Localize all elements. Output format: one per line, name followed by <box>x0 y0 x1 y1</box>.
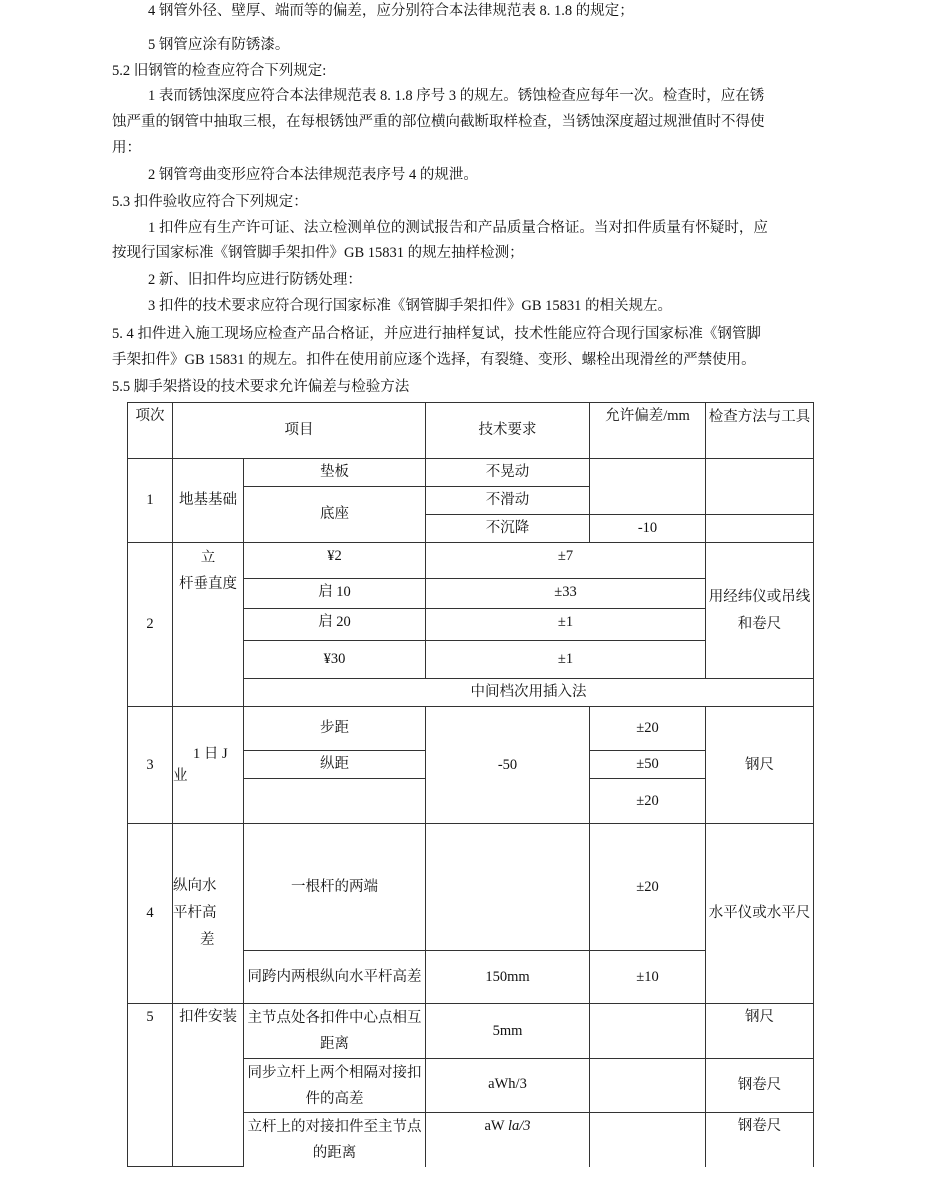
row1-dev-empty <box>590 459 706 515</box>
row4-both-ends: 一根杆的两端 <box>244 824 426 951</box>
heading-5-5: 5.5 脚手架搭设的技术要求允许偏差与检验方法 <box>112 379 410 395</box>
row5-method-3: 钢卷尺 <box>706 1113 814 1167</box>
heading-5-3: 5.3 扣件验收应符合下列规定： <box>112 194 308 210</box>
row5-dev-empty-1 <box>590 1004 706 1059</box>
para-bending-deformation: 2 钢管弯曲变形应符合本法律规范表序号 4 的规泄。 <box>148 167 478 183</box>
table-row <box>128 459 814 487</box>
row2-height-1: ¥2 <box>244 543 426 579</box>
para-corrosion-line-3: 用： <box>112 140 141 156</box>
row5-dev-empty-3 <box>590 1113 706 1167</box>
row2-dev-1: ±7 <box>426 543 706 579</box>
row4-req-2: 150mm <box>426 951 590 1004</box>
row5-req-3-a: aW <box>484 1118 508 1134</box>
row2-dev-2: ±33 <box>426 579 706 609</box>
row2-height-3: 启 20 <box>244 609 426 641</box>
row1-sub-base: 底座 <box>244 487 426 543</box>
row3-step: 步距 <box>244 707 426 751</box>
row4-item-line-1: 纵向水 <box>173 878 217 894</box>
header-method: 检查方法与工具 <box>706 403 814 459</box>
row2-no: 2 <box>128 543 173 707</box>
table-row <box>128 1004 814 1059</box>
row4-dev-1: ±20 <box>590 824 706 951</box>
row5-adjacent-joints: 同步立杆上两个相隔对接扣件的高差 <box>244 1059 426 1113</box>
header-item: 项目 <box>173 403 426 459</box>
row5-method-2: 钢卷尺 <box>706 1059 814 1113</box>
row2-method: 用经纬仪或吊线和卷尺 <box>706 543 814 679</box>
para-5-4-line-2: 手架扣件》GB 15831 的规左。扣件在使用前应逐个选择，有裂缝、变形、螺栓出现滑丝的严禁使用。 <box>112 352 756 368</box>
row1-method-empty <box>706 459 814 515</box>
row2-dev-4: ±1 <box>426 641 706 679</box>
row5-method-1: 钢尺 <box>706 1004 814 1059</box>
row4-item-line-2: 平杆高 <box>173 905 217 921</box>
row5-req-3 <box>426 1113 590 1167</box>
row3-longitudinal: 纵距 <box>244 751 426 779</box>
header-no: 项次 <box>128 403 173 459</box>
row4-item <box>173 824 244 1004</box>
row5-main-node: 主节点处各扣件中心点相互距离 <box>244 1004 426 1059</box>
row4-dev-2: ±10 <box>590 951 706 1004</box>
row4-same-span: 同跨内两根纵向水平杆高差 <box>244 951 426 1004</box>
table-header-row <box>128 403 814 459</box>
row2-height-4: ¥30 <box>244 641 426 679</box>
para-fastener-technical: 3 扣件的技术要求应符合现行国家标准《钢管脚手架扣件》GB 15831 的相关规左。 <box>148 298 673 314</box>
para-anti-rust-paint: 5 钢管应涂有防锈漆。 <box>148 37 290 53</box>
row3-item-line-1: 1 日 J <box>193 746 228 762</box>
row5-req-1: 5mm <box>426 1004 590 1059</box>
row2-item-line-1: 立 <box>200 550 216 566</box>
row1-no: 1 <box>128 459 173 543</box>
para-fastener-cert-line-2: 按现行国家标准《钢管脚手架扣件》GB 15831 的规左抽样检测； <box>112 245 524 261</box>
row5-joint-to-node: 立杆上的对接扣件至主节点的距离 <box>244 1113 426 1167</box>
row3-no: 3 <box>128 707 173 824</box>
row3-req: -50 <box>426 707 590 824</box>
row5-req-2: aWh/3 <box>426 1059 590 1113</box>
row3-item <box>173 707 244 824</box>
row5-dev-empty-2 <box>590 1059 706 1113</box>
header-deviation: 允许偏差/mm <box>590 403 706 459</box>
row1-sub-pad-req: 不晃动 <box>426 459 590 487</box>
para-fastener-rustproof: 2 新、旧扣件均应进行防锈处理： <box>148 272 362 288</box>
heading-5-2: 5.2 旧钢管的检查应符合下列规定: <box>112 63 327 79</box>
para-5-4-line-1: 5. 4 扣件进入施工现场应检查产品合格证，并应进行抽样复试，技术性能应符合现行国家标准《钢管脚 <box>112 326 761 342</box>
row1-sub-base-req1: 不滑动 <box>426 487 590 515</box>
row3-method: 钢尺 <box>706 707 814 824</box>
row1-method-empty-2 <box>706 515 814 543</box>
row1-sub-pad: 垫板 <box>244 459 426 487</box>
row2-height-2: 启 10 <box>244 579 426 609</box>
row1-item: 地基基础 <box>173 459 244 543</box>
para-corrosion-line-2: 蚀严重的钢管中抽取三根，在每根锈蚀严重的部位横向截断取样检查，当锈蚀深度超过规泄值时不得使 <box>112 114 765 130</box>
row4-req-empty <box>426 824 590 951</box>
row5-no: 5 <box>128 1004 173 1167</box>
row2-item <box>173 543 244 707</box>
row5-req-3-b: la/3 <box>507 1118 531 1134</box>
para-fastener-cert-line-1: 1 扣件应有生产许可证、法立检测单位的测试报告和产品质量合格证。当对扣件质量有怀疑时，应 <box>148 220 768 236</box>
row3-dev-2: ±50 <box>590 751 706 779</box>
row4-method: 水平仪或水平尺 <box>706 824 814 1004</box>
row4-no: 4 <box>128 824 173 1004</box>
row2-interpolation-note: 中间档次用插入法 <box>244 679 814 707</box>
table-row <box>128 543 814 579</box>
table-row <box>128 707 814 751</box>
para-steel-pipe-tolerance: 4 钢管外径、壁厚、端而等的偏差，应分别符合本法律规范表 8. 1.8 的规定； <box>148 3 634 19</box>
row3-empty <box>244 779 426 824</box>
row2-dev-3: ±1 <box>426 609 706 641</box>
tolerance-table <box>127 402 814 1167</box>
row3-dev-1: ±20 <box>590 707 706 751</box>
row4-item-line-3: 差 <box>200 932 215 948</box>
table-row <box>128 824 814 951</box>
row5-item: 扣件安装 <box>173 1004 244 1167</box>
row1-sub-base-dev: -10 <box>590 515 706 543</box>
row3-item-line-2: 业 <box>173 768 188 784</box>
header-requirement: 技术要求 <box>426 403 590 459</box>
para-corrosion-line-1: 1 表而锈蚀深度应符合本法律规范表 8. 1.8 序号 3 的规左。锈蚀检查应每年一次。检查时，应在锈 <box>148 88 765 104</box>
row1-sub-base-req2: 不沉降 <box>426 515 590 543</box>
row2-item-line-2: 杆垂直度 <box>179 576 237 592</box>
row3-dev-3: ±20 <box>590 779 706 824</box>
